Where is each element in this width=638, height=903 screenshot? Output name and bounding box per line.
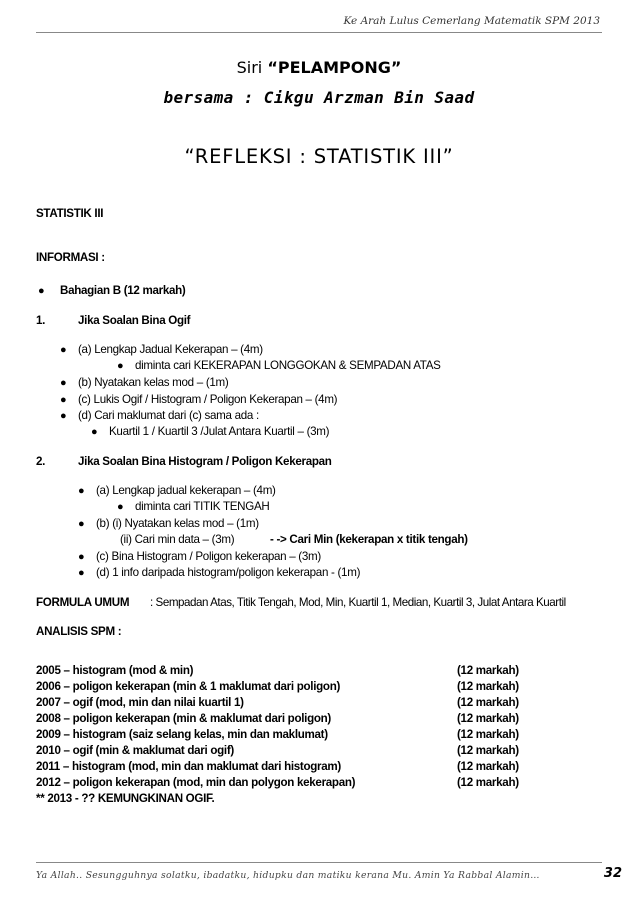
analisis-marks: (12 markah)	[457, 728, 519, 741]
analisis-marks: (12 markah)	[457, 776, 519, 789]
q2-item-c: (c) Bina Histogram / Poligon kekerapan – (3m)	[96, 550, 321, 563]
q2-item-a-sub: diminta cari TITIK TENGAH	[135, 500, 270, 513]
analisis-marks: (12 markah)	[457, 664, 519, 677]
analisis-heading: ANALISIS SPM :	[36, 625, 122, 638]
series-name: “PELAMPONG”	[267, 58, 402, 77]
q1-number: 1.	[36, 314, 46, 327]
analisis-note: ** 2013 - ?? KEMUNGKINAN OGIF.	[36, 792, 215, 805]
q2-number: 2.	[36, 455, 46, 468]
bullet: ●	[78, 485, 85, 497]
section-heading: STATISTIK III	[36, 207, 104, 220]
footer-text: Ya Allah.. Sesungguhnya solatku, ibadatku, hidupku dan matiku kerana Mu. Amin Ya Rabbal Alamin…	[36, 870, 540, 881]
analisis-marks: (12 markah)	[457, 712, 519, 725]
footer-rule	[36, 862, 602, 863]
author-line: bersama : Cikgu Arzman Bin Saad	[163, 88, 475, 107]
analisis-row: 2005 – histogram (mod & min)	[36, 664, 194, 677]
q2-title: Jika Soalan Bina Histogram / Poligon Kekerapan	[78, 455, 332, 468]
bullet: ●	[38, 285, 45, 297]
bullet: ●	[60, 394, 67, 406]
q1-item-d-sub: Kuartil 1 / Kuartil 3 /Julat Antara Kuartil – (3m)	[109, 425, 330, 438]
analisis-marks: (12 markah)	[457, 760, 519, 773]
series-prefix: Siri	[236, 58, 263, 77]
q2-item-b-ii-note: - -> Cari Min (kekerapan x titik tengah)	[270, 533, 468, 546]
bullet: ●	[78, 567, 85, 579]
q2-item-a: (a) Lengkap jadual kekerapan – (4m)	[96, 484, 276, 497]
bullet: ●	[117, 501, 124, 513]
bullet: ●	[117, 360, 124, 372]
bullet: ●	[78, 551, 85, 563]
q2-item-b-ii: (ii) Cari min data – (3m)	[120, 533, 235, 546]
q1-item-a: (a) Lengkap Jadual Kekerapan – (4m)	[78, 343, 263, 356]
analisis-row: 2012 – poligon kekerapan (mod, min dan polygon kekerapan)	[36, 776, 356, 789]
analisis-row: 2011 – histogram (mod, min dan maklumat dari histogram)	[36, 760, 341, 773]
bullet: ●	[60, 344, 67, 356]
bullet: ●	[60, 377, 67, 389]
q2-item-d: (d) 1 info daripada histogram/poligon kekerapan - (1m)	[96, 566, 361, 579]
series-title	[0, 58, 638, 77]
running-header: Ke Arah Lulus Cemerlang Matematik SPM 2013	[343, 15, 600, 27]
bullet: ●	[60, 410, 67, 422]
analisis-row: 2007 – ogif (mod, min dan nilai kuartil 1)	[36, 696, 244, 709]
q2-item-b: (b) (i) Nyatakan kelas mod – (1m)	[96, 517, 259, 530]
bullet: ●	[91, 426, 98, 438]
formula-label: FORMULA UMUM	[36, 596, 130, 609]
analisis-marks: (12 markah)	[457, 696, 519, 709]
informasi-heading: INFORMASI :	[36, 251, 105, 264]
q1-item-a-sub: diminta cari KEKERAPAN LONGGOKAN & SEMPADAN ATAS	[135, 359, 441, 372]
analisis-row: 2008 – poligon kekerapan (min & maklumat dari poligon)	[36, 712, 331, 725]
q1-title: Jika Soalan Bina Ogif	[78, 314, 191, 327]
page-number: 32	[603, 866, 622, 881]
topic-title: “REFLEKSI : STATISTIK III”	[184, 145, 454, 168]
analisis-row: 2010 – ogif (min & maklumat dari ogif)	[36, 744, 234, 757]
analisis-marks: (12 markah)	[457, 680, 519, 693]
analisis-marks: (12 markah)	[457, 744, 519, 757]
analisis-row: 2009 – histogram (saiz selang kelas, min dan maklumat)	[36, 728, 328, 741]
analisis-row: 2006 – poligon kekerapan (min & 1 maklumat dari poligon)	[36, 680, 341, 693]
bullet: ●	[78, 518, 85, 530]
q1-item-c: (c) Lukis Ogif / Histogram / Poligon Kekerapan – (4m)	[78, 393, 338, 406]
formula-text: : Sempadan Atas, Titik Tengah, Mod, Min, Kuartil 1, Median, Kuartil 3, Julat Antara Kuartil	[150, 596, 566, 609]
header-rule	[36, 32, 602, 33]
bahagian-label: Bahagian B (12 markah)	[60, 284, 186, 297]
q1-item-d: (d) Cari maklumat dari (c) sama ada :	[78, 409, 259, 422]
q1-item-b: (b) Nyatakan kelas mod – (1m)	[78, 376, 229, 389]
